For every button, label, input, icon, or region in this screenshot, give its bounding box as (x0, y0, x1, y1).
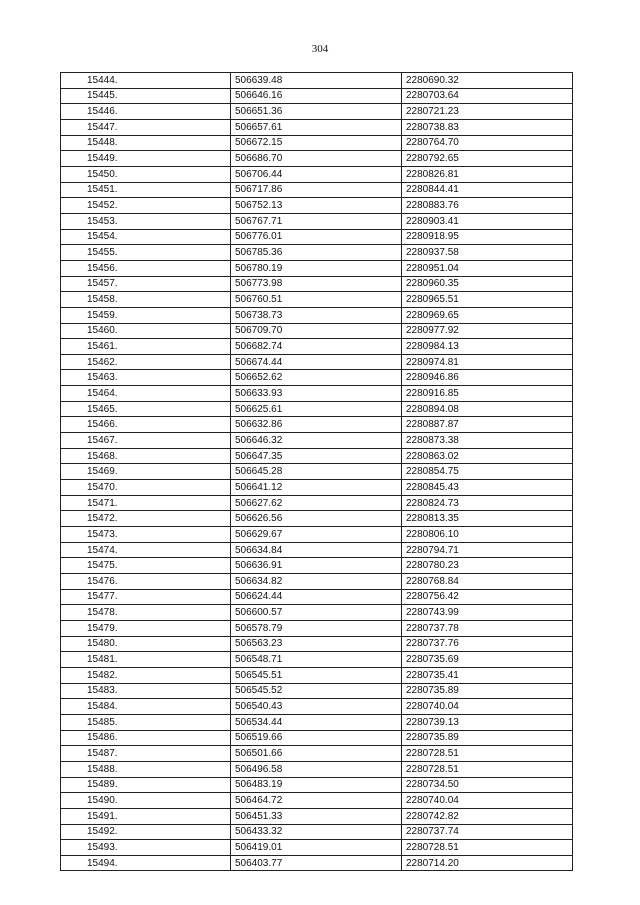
x-coordinate-cell: 506545.51 (231, 667, 402, 683)
table-row (61, 558, 573, 574)
point-number-cell: 15465. (61, 401, 231, 417)
x-coordinate-cell: 506451.33 (231, 808, 402, 824)
table-row (61, 88, 573, 104)
y-coordinate-cell: 2280756.42 (402, 589, 573, 605)
y-coordinate-cell: 2280883.76 (402, 198, 573, 214)
x-coordinate-cell: 506641.12 (231, 480, 402, 496)
x-coordinate-cell: 506738.73 (231, 307, 402, 323)
table-row (61, 151, 573, 167)
y-coordinate-cell: 2280960.35 (402, 276, 573, 292)
point-number-cell: 15481. (61, 652, 231, 668)
x-coordinate-cell: 506776.01 (231, 229, 402, 245)
page-number: 304 (311, 43, 329, 55)
point-number-cell: 15489. (61, 777, 231, 793)
table-row (61, 777, 573, 793)
table-row (61, 401, 573, 417)
point-number-cell: 15475. (61, 558, 231, 574)
table-row (61, 198, 573, 214)
table-row (61, 386, 573, 402)
y-coordinate-cell: 2280974.81 (402, 354, 573, 370)
y-coordinate-cell: 2280739.13 (402, 714, 573, 730)
y-coordinate-cell: 2280734.50 (402, 777, 573, 793)
point-number-cell: 15472. (61, 511, 231, 527)
table-row (61, 511, 573, 527)
x-coordinate-cell: 506760.51 (231, 292, 402, 308)
y-coordinate-cell: 2280780.23 (402, 558, 573, 574)
coordinate-table (60, 72, 573, 871)
x-coordinate-cell: 506625.61 (231, 401, 402, 417)
y-coordinate-cell: 2280738.83 (402, 119, 573, 135)
point-number-cell: 15468. (61, 448, 231, 464)
table-row (61, 417, 573, 433)
table-row (61, 480, 573, 496)
x-coordinate-cell: 506483.19 (231, 777, 402, 793)
x-coordinate-cell: 506636.91 (231, 558, 402, 574)
x-coordinate-cell: 506626.56 (231, 511, 402, 527)
table-row (61, 683, 573, 699)
table-row (61, 276, 573, 292)
y-coordinate-cell: 2280794.71 (402, 542, 573, 558)
x-coordinate-cell: 506633.93 (231, 386, 402, 402)
point-number-cell: 15457. (61, 276, 231, 292)
y-coordinate-cell: 2280951.04 (402, 260, 573, 276)
table-row (61, 699, 573, 715)
y-coordinate-cell: 2280969.65 (402, 307, 573, 323)
table-row (61, 213, 573, 229)
table-row (61, 808, 573, 824)
table-row (61, 527, 573, 543)
table-row (61, 605, 573, 621)
table-row (61, 166, 573, 182)
y-coordinate-cell: 2280721.23 (402, 104, 573, 120)
point-number-cell: 15452. (61, 198, 231, 214)
y-coordinate-cell: 2280873.38 (402, 433, 573, 449)
y-coordinate-cell: 2280903.41 (402, 213, 573, 229)
point-number-cell: 15490. (61, 793, 231, 809)
x-coordinate-cell: 506652.62 (231, 370, 402, 386)
x-coordinate-cell: 506627.62 (231, 495, 402, 511)
table-row (61, 730, 573, 746)
x-coordinate-cell: 506540.43 (231, 699, 402, 715)
y-coordinate-cell: 2280845.43 (402, 480, 573, 496)
point-number-cell: 15480. (61, 636, 231, 652)
table-row (61, 542, 573, 558)
point-number-cell: 15474. (61, 542, 231, 558)
x-coordinate-cell: 506709.70 (231, 323, 402, 339)
point-number-cell: 15456. (61, 260, 231, 276)
x-coordinate-cell: 506717.86 (231, 182, 402, 198)
table-row (61, 307, 573, 323)
table-row (61, 840, 573, 856)
y-coordinate-cell: 2280743.99 (402, 605, 573, 621)
point-number-cell: 15453. (61, 213, 231, 229)
table-row (61, 292, 573, 308)
x-coordinate-cell: 506752.13 (231, 198, 402, 214)
point-number-cell: 15485. (61, 714, 231, 730)
x-coordinate-cell: 506634.82 (231, 574, 402, 590)
table-row (61, 433, 573, 449)
point-number-cell: 15486. (61, 730, 231, 746)
x-coordinate-cell: 506578.79 (231, 620, 402, 636)
y-coordinate-cell: 2280813.35 (402, 511, 573, 527)
x-coordinate-cell: 506419.01 (231, 840, 402, 856)
table-row (61, 354, 573, 370)
point-number-cell: 15446. (61, 104, 231, 120)
y-coordinate-cell: 2280714.20 (402, 855, 573, 871)
x-coordinate-cell: 506645.28 (231, 464, 402, 480)
x-coordinate-cell: 506548.71 (231, 652, 402, 668)
y-coordinate-cell: 2280737.74 (402, 824, 573, 840)
y-coordinate-cell: 2280764.70 (402, 135, 573, 151)
y-coordinate-cell: 2280826.81 (402, 166, 573, 182)
point-number-cell: 15462. (61, 354, 231, 370)
point-number-cell: 15454. (61, 229, 231, 245)
y-coordinate-cell: 2280735.69 (402, 652, 573, 668)
y-coordinate-cell: 2280737.76 (402, 636, 573, 652)
table-row (61, 119, 573, 135)
x-coordinate-cell: 506646.32 (231, 433, 402, 449)
x-coordinate-cell: 506496.58 (231, 761, 402, 777)
y-coordinate-cell: 2280806.10 (402, 527, 573, 543)
point-number-cell: 15483. (61, 683, 231, 699)
y-coordinate-cell: 2280768.84 (402, 574, 573, 590)
x-coordinate-cell: 506639.48 (231, 73, 402, 89)
y-coordinate-cell: 2280844.41 (402, 182, 573, 198)
table-row (61, 667, 573, 683)
x-coordinate-cell: 506657.61 (231, 119, 402, 135)
y-coordinate-cell: 2280918.95 (402, 229, 573, 245)
point-number-cell: 15455. (61, 245, 231, 261)
y-coordinate-cell: 2280824.73 (402, 495, 573, 511)
table-row (61, 182, 573, 198)
table-row (61, 260, 573, 276)
x-coordinate-cell: 506433.32 (231, 824, 402, 840)
table-row (61, 495, 573, 511)
point-number-cell: 15444. (61, 73, 231, 89)
y-coordinate-cell: 2280735.89 (402, 683, 573, 699)
y-coordinate-cell: 2280863.02 (402, 448, 573, 464)
y-coordinate-cell: 2280728.51 (402, 746, 573, 762)
y-coordinate-cell: 2280740.04 (402, 793, 573, 809)
y-coordinate-cell: 2280887.87 (402, 417, 573, 433)
y-coordinate-cell: 2280984.13 (402, 339, 573, 355)
x-coordinate-cell: 506464.72 (231, 793, 402, 809)
x-coordinate-cell: 506634.84 (231, 542, 402, 558)
table-row (61, 589, 573, 605)
point-number-cell: 15487. (61, 746, 231, 762)
coordinate-table-body (61, 73, 573, 871)
point-number-cell: 15466. (61, 417, 231, 433)
x-coordinate-cell: 506682.74 (231, 339, 402, 355)
y-coordinate-cell: 2280728.51 (402, 840, 573, 856)
y-coordinate-cell: 2280854.75 (402, 464, 573, 480)
x-coordinate-cell: 506785.36 (231, 245, 402, 261)
table-row (61, 370, 573, 386)
x-coordinate-cell: 506672.15 (231, 135, 402, 151)
point-number-cell: 15467. (61, 433, 231, 449)
y-coordinate-cell: 2280894.08 (402, 401, 573, 417)
point-number-cell: 15447. (61, 119, 231, 135)
point-number-cell: 15469. (61, 464, 231, 480)
y-coordinate-cell: 2280690.32 (402, 73, 573, 89)
point-number-cell: 15482. (61, 667, 231, 683)
point-number-cell: 15458. (61, 292, 231, 308)
x-coordinate-cell: 506767.71 (231, 213, 402, 229)
table-row (61, 652, 573, 668)
y-coordinate-cell: 2280916.85 (402, 386, 573, 402)
table-row (61, 574, 573, 590)
point-number-cell: 15479. (61, 620, 231, 636)
x-coordinate-cell: 506519.66 (231, 730, 402, 746)
point-number-cell: 15493. (61, 840, 231, 856)
y-coordinate-cell: 2280742.82 (402, 808, 573, 824)
x-coordinate-cell: 506780.19 (231, 260, 402, 276)
point-number-cell: 15484. (61, 699, 231, 715)
point-number-cell: 15463. (61, 370, 231, 386)
table-row (61, 464, 573, 480)
x-coordinate-cell: 506686.70 (231, 151, 402, 167)
point-number-cell: 15473. (61, 527, 231, 543)
y-coordinate-cell: 2280937.58 (402, 245, 573, 261)
point-number-cell: 15451. (61, 182, 231, 198)
table-row (61, 855, 573, 871)
point-number-cell: 15464. (61, 386, 231, 402)
table-row (61, 746, 573, 762)
point-number-cell: 15450. (61, 166, 231, 182)
point-number-cell: 15494. (61, 855, 231, 871)
x-coordinate-cell: 506624.44 (231, 589, 402, 605)
y-coordinate-cell: 2280965.51 (402, 292, 573, 308)
x-coordinate-cell: 506563.23 (231, 636, 402, 652)
point-number-cell: 15448. (61, 135, 231, 151)
point-number-cell: 15492. (61, 824, 231, 840)
point-number-cell: 15459. (61, 307, 231, 323)
point-number-cell: 15470. (61, 480, 231, 496)
x-coordinate-cell: 506706.44 (231, 166, 402, 182)
y-coordinate-cell: 2280737.78 (402, 620, 573, 636)
y-coordinate-cell: 2280792.65 (402, 151, 573, 167)
x-coordinate-cell: 506545.52 (231, 683, 402, 699)
y-coordinate-cell: 2280946.86 (402, 370, 573, 386)
y-coordinate-cell: 2280703.64 (402, 88, 573, 104)
x-coordinate-cell: 506651.36 (231, 104, 402, 120)
point-number-cell: 15445. (61, 88, 231, 104)
y-coordinate-cell: 2280740.04 (402, 699, 573, 715)
point-number-cell: 15460. (61, 323, 231, 339)
table-row (61, 73, 573, 89)
x-coordinate-cell: 506501.66 (231, 746, 402, 762)
point-number-cell: 15478. (61, 605, 231, 621)
table-row (61, 245, 573, 261)
table-row (61, 824, 573, 840)
table-row (61, 104, 573, 120)
x-coordinate-cell: 506534.44 (231, 714, 402, 730)
point-number-cell: 15477. (61, 589, 231, 605)
x-coordinate-cell: 506403.77 (231, 855, 402, 871)
table-row (61, 620, 573, 636)
x-coordinate-cell: 506632.86 (231, 417, 402, 433)
x-coordinate-cell: 506600.57 (231, 605, 402, 621)
point-number-cell: 15471. (61, 495, 231, 511)
x-coordinate-cell: 506647.35 (231, 448, 402, 464)
x-coordinate-cell: 506773.98 (231, 276, 402, 292)
y-coordinate-cell: 2280728.51 (402, 761, 573, 777)
table-row (61, 793, 573, 809)
y-coordinate-cell: 2280977.92 (402, 323, 573, 339)
point-number-cell: 15488. (61, 761, 231, 777)
table-row (61, 448, 573, 464)
table-row (61, 636, 573, 652)
point-number-cell: 15449. (61, 151, 231, 167)
x-coordinate-cell: 506629.67 (231, 527, 402, 543)
point-number-cell: 15491. (61, 808, 231, 824)
x-coordinate-cell: 506646.16 (231, 88, 402, 104)
table-row (61, 714, 573, 730)
table-row (61, 229, 573, 245)
y-coordinate-cell: 2280735.89 (402, 730, 573, 746)
y-coordinate-cell: 2280735.41 (402, 667, 573, 683)
point-number-cell: 15476. (61, 574, 231, 590)
table-row (61, 135, 573, 151)
table-row (61, 339, 573, 355)
table-row (61, 323, 573, 339)
table-row (61, 761, 573, 777)
x-coordinate-cell: 506674.44 (231, 354, 402, 370)
point-number-cell: 15461. (61, 339, 231, 355)
